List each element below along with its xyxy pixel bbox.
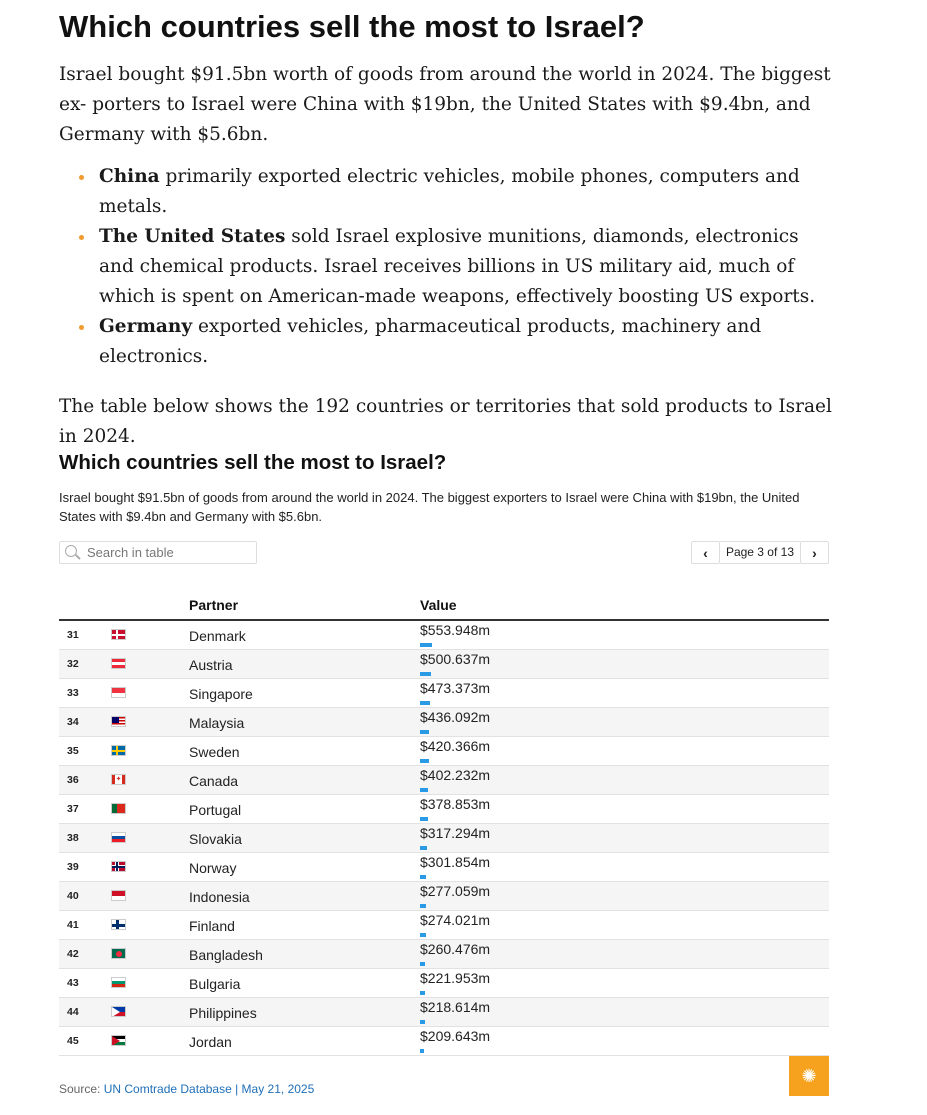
chevron-left-icon: ‹ xyxy=(703,544,708,561)
row-rank: 44 xyxy=(67,1006,79,1018)
row-partner: Bulgaria xyxy=(189,976,241,992)
flag-icon-philippines xyxy=(111,1006,126,1017)
table-row xyxy=(59,1027,829,1056)
value-bar xyxy=(420,759,429,763)
widget-title: Which countries sell the most to Israel? xyxy=(59,451,447,474)
bullet-item xyxy=(59,222,839,312)
value-bar xyxy=(420,701,430,705)
bullet-text: exported vehicles, pharmaceutical products, machinery and electronics. xyxy=(99,316,762,367)
row-partner: Slovakia xyxy=(189,831,242,847)
page-title: Which countries sell the most to Israel? xyxy=(59,9,645,44)
flag-icon-norway xyxy=(111,861,126,872)
value-bar xyxy=(420,817,428,821)
bullet-item xyxy=(59,312,839,372)
table-header xyxy=(59,593,829,621)
previous-page-button[interactable] xyxy=(691,541,720,564)
value-bar xyxy=(420,904,426,908)
row-partner: Indonesia xyxy=(189,889,250,905)
row-partner: Singapore xyxy=(189,686,253,702)
flag-icon-malaysia xyxy=(111,716,126,727)
article xyxy=(59,8,839,452)
row-partner: Canada xyxy=(189,773,239,789)
value-bar xyxy=(420,846,427,850)
table-intro-paragraph: The table below shows the 192 countries or territories that sold products to Israel in 2024. xyxy=(59,396,832,447)
value-bar xyxy=(420,643,432,647)
flag-icon-jordan xyxy=(111,1035,126,1046)
row-rank: 31 xyxy=(67,629,79,641)
value-bar xyxy=(420,788,428,792)
chevron-right-icon: › xyxy=(812,544,817,561)
flag-icon-slovakia xyxy=(111,832,126,843)
value-bar xyxy=(420,730,429,734)
search-input[interactable] xyxy=(59,541,257,564)
row-rank: 33 xyxy=(67,687,79,699)
bullet-bold: The United States xyxy=(99,226,286,247)
bullet-bold: China xyxy=(99,166,160,187)
table-row xyxy=(59,911,829,940)
row-partner: Philippines xyxy=(189,1005,257,1021)
table-row xyxy=(59,708,829,737)
flag-icon-bangladesh xyxy=(111,948,126,959)
al-jazeera-logo-icon: ✺ xyxy=(789,1056,829,1096)
row-rank: 39 xyxy=(67,861,79,873)
flag-icon-singapore xyxy=(111,687,126,698)
flag-icon-bulgaria xyxy=(111,977,126,988)
row-partner: Malaysia xyxy=(189,715,245,731)
table-row xyxy=(59,621,829,650)
row-partner: Portugal xyxy=(189,802,242,818)
widget-subtitle: Israel bought $91.5bn of goods from around the world in 2024. The biggest exporters to Israel were China with $19bn, the United States with $9.4bn and Germany with $5.6bn. xyxy=(59,490,800,524)
row-value: $301.854m xyxy=(420,854,491,870)
table-row xyxy=(59,679,829,708)
row-value: $260.476m xyxy=(420,941,491,957)
flag-icon-austria xyxy=(111,658,126,669)
value-bar xyxy=(420,1020,425,1024)
table-row xyxy=(59,737,829,766)
bullet-bold: Germany xyxy=(99,316,193,337)
source-link[interactable]: UN Comtrade Database xyxy=(103,1082,232,1096)
row-rank: 41 xyxy=(67,919,79,931)
column-header-value[interactable]: Value xyxy=(420,597,457,613)
row-rank: 40 xyxy=(67,890,79,902)
value-bar xyxy=(420,933,426,937)
row-value: $218.614m xyxy=(420,999,491,1015)
row-value: $274.021m xyxy=(420,912,491,928)
row-value: $378.853m xyxy=(420,796,491,812)
flag-icon-canada: ✦ xyxy=(111,774,126,785)
pagination xyxy=(691,541,829,564)
bullet-text: primarily exported electric vehicles, mobile phones, computers and metals. xyxy=(99,166,800,217)
value-bar xyxy=(420,962,425,966)
intro-paragraph: Israel bought $91.5bn worth of goods from around the world in 2024. The biggest ex- porters to Israel were China with $19bn, the United States with $9.4bn, and Germany with $5.6bn. xyxy=(59,64,831,145)
bullet-dot-icon xyxy=(79,325,84,330)
row-rank: 36 xyxy=(67,774,79,786)
flag-icon-portugal xyxy=(111,803,126,814)
bullet-dot-icon xyxy=(79,175,84,180)
row-partner: Norway xyxy=(189,860,237,876)
table-row xyxy=(59,766,829,795)
column-header-partner[interactable]: Partner xyxy=(189,597,239,613)
row-partner: Jordan xyxy=(189,1034,232,1050)
row-value: $473.373m xyxy=(420,680,491,696)
table-body xyxy=(59,621,829,1056)
row-partner: Austria xyxy=(189,657,233,673)
row-rank: 38 xyxy=(67,832,79,844)
row-value: $436.092m xyxy=(420,709,491,725)
row-partner: Denmark xyxy=(189,628,246,644)
row-rank: 32 xyxy=(67,658,79,670)
bullet-list xyxy=(59,162,839,372)
flag-icon-sweden xyxy=(111,745,126,756)
table-controls xyxy=(59,541,829,569)
table-row xyxy=(59,940,829,969)
data-table xyxy=(59,593,829,1056)
next-page-button[interactable] xyxy=(800,541,829,564)
row-partner: Finland xyxy=(189,918,235,934)
row-rank: 35 xyxy=(67,745,79,757)
row-rank: 43 xyxy=(67,977,79,989)
table-widget xyxy=(59,450,829,1056)
row-rank: 42 xyxy=(67,948,79,960)
table-row xyxy=(59,853,829,882)
bullet-text: sold Israel explosive munitions, diamonds, electronics and chemical products. Israel receives billions in US military aid, much of which is spent on American-made weapons, effectively boosting US exports. xyxy=(99,226,816,307)
row-value: $221.953m xyxy=(420,970,491,986)
bullet-dot-icon xyxy=(79,235,84,240)
page-indicator: Page 3 of 13 xyxy=(720,541,800,564)
row-value: $209.643m xyxy=(420,1028,491,1044)
row-partner: Bangladesh xyxy=(189,947,263,963)
source-label: Source: xyxy=(59,1082,104,1096)
row-value: $500.637m xyxy=(420,651,491,667)
flag-icon-indonesia xyxy=(111,890,126,901)
row-rank: 37 xyxy=(67,803,79,815)
table-row xyxy=(59,650,829,679)
row-value: $420.366m xyxy=(420,738,491,754)
row-rank: 45 xyxy=(67,1035,79,1047)
row-value: $402.232m xyxy=(420,767,491,783)
flag-icon-denmark xyxy=(111,629,126,640)
table-row xyxy=(59,882,829,911)
row-rank: 34 xyxy=(67,716,79,728)
value-bar xyxy=(420,875,426,879)
value-bar xyxy=(420,991,425,995)
value-bar xyxy=(420,1049,424,1053)
search-icon xyxy=(65,545,81,561)
flag-icon-finland xyxy=(111,919,126,930)
row-value: $317.294m xyxy=(420,825,491,841)
search-placeholder: Search in table xyxy=(87,545,174,560)
row-value: $277.059m xyxy=(420,883,491,899)
bullet-item xyxy=(59,162,839,222)
table-row xyxy=(59,795,829,824)
source-footer xyxy=(59,1082,314,1096)
row-value: $553.948m xyxy=(420,622,491,638)
table-row xyxy=(59,969,829,998)
row-partner: Sweden xyxy=(189,744,240,760)
table-row xyxy=(59,998,829,1027)
source-date: | May 21, 2025 xyxy=(231,1082,315,1096)
value-bar xyxy=(420,672,431,676)
table-row xyxy=(59,824,829,853)
